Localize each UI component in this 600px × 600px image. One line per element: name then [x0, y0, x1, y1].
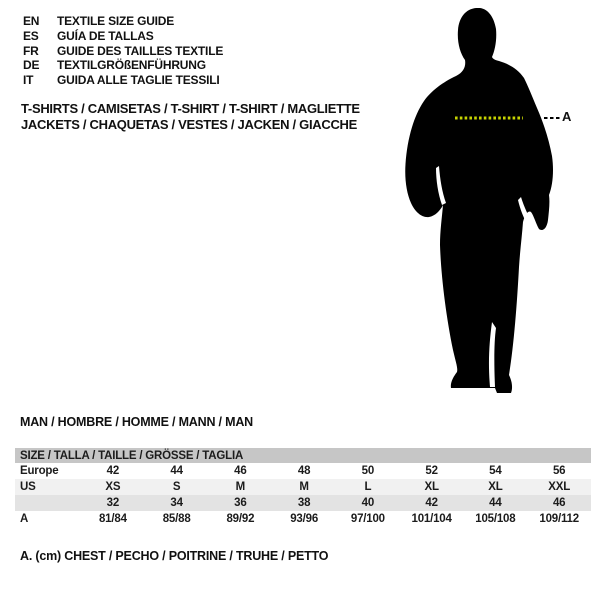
language-code: DE — [23, 58, 40, 73]
language-list — [23, 14, 223, 87]
man-silhouette — [405, 8, 553, 393]
size-cell: 42 — [106, 465, 120, 477]
size-cell: 46 — [552, 497, 566, 509]
size-cell: XS — [105, 481, 121, 493]
size-cell: 89/92 — [226, 513, 255, 525]
language-code: ES — [23, 29, 39, 44]
language-code: EN — [23, 14, 40, 29]
size-cell: XL — [424, 481, 439, 493]
size-cell: 56 — [552, 465, 566, 477]
size-cell: 44 — [489, 497, 502, 509]
language-label: GUIDA ALLE TAGLIE TESSILI — [57, 73, 220, 88]
size-cell: 44 — [170, 465, 183, 477]
row-label: US — [20, 481, 36, 493]
table-row-chest-cm — [15, 511, 591, 527]
size-cell: 85/88 — [162, 513, 191, 525]
language-row — [23, 29, 223, 44]
size-cell: 34 — [170, 497, 183, 509]
table-row-us-numeric — [15, 495, 591, 511]
chest-marker-label: A — [562, 109, 572, 124]
table-row-us — [15, 479, 591, 495]
size-cell: 48 — [297, 465, 311, 477]
language-label: TEXTILE SIZE GUIDE — [57, 14, 175, 29]
language-row — [23, 73, 223, 88]
size-cell: 93/96 — [290, 513, 319, 525]
language-code: FR — [23, 43, 39, 58]
category-line-tshirts: T-SHIRTS / CAMISETAS / T-SHIRT / T-SHIRT / MAGLIETTE — [21, 101, 360, 116]
row-label — [15, 495, 81, 511]
language-row — [23, 43, 223, 58]
size-cell: 32 — [106, 497, 120, 509]
size-cell: 54 — [489, 465, 502, 477]
size-cell: 50 — [361, 465, 375, 477]
size-cell: M — [235, 481, 246, 493]
size-table-header-row — [15, 448, 591, 463]
language-code: IT — [23, 73, 34, 88]
size-cell: S — [172, 481, 181, 493]
category-titles — [21, 101, 360, 132]
size-cell: M — [299, 481, 309, 493]
size-cell: 81/84 — [98, 513, 127, 525]
size-cell: 109/112 — [539, 513, 579, 525]
man-silhouette-svg — [402, 4, 582, 404]
language-label: TEXTILGRÖßENFÜHRUNG — [57, 58, 206, 73]
row-label: A — [20, 513, 29, 525]
size-cell: 105/108 — [475, 513, 516, 525]
category-line-jackets: JACKETS / CHAQUETAS / VESTES / JACKEN / GIACCHE — [21, 116, 357, 132]
size-cell: 36 — [234, 497, 247, 509]
measurement-footnote: A. (cm) CHEST / PECHO / POITRINE / TRUHE / PETTO — [20, 549, 329, 563]
size-cell: L — [364, 481, 372, 493]
size-cell: XXL — [548, 481, 571, 493]
size-table — [15, 448, 591, 527]
language-row — [23, 58, 223, 73]
size-table-header: SIZE / TALLA / TAILLE / GRÖSSE / TAGLIA — [15, 448, 591, 463]
row-label: Europe — [20, 465, 59, 477]
size-cell: 46 — [234, 465, 247, 477]
size-cell: 97/100 — [350, 513, 385, 525]
size-cell: XL — [488, 481, 503, 493]
size-cell: 52 — [425, 465, 438, 477]
size-cell: 38 — [297, 497, 311, 509]
table-row-europe — [15, 463, 591, 479]
size-cell: 40 — [361, 497, 375, 509]
size-cell: 42 — [425, 497, 438, 509]
gender-heading: MAN / HOMBRE / HOMME / MANN / MAN — [20, 415, 253, 429]
size-cell: 101/104 — [411, 513, 452, 525]
language-label: GUÍA DE TALLAS — [57, 29, 154, 44]
language-label: GUIDE DES TAILLES TEXTILE — [57, 43, 224, 58]
language-row — [23, 14, 223, 29]
man-figure — [402, 4, 598, 404]
